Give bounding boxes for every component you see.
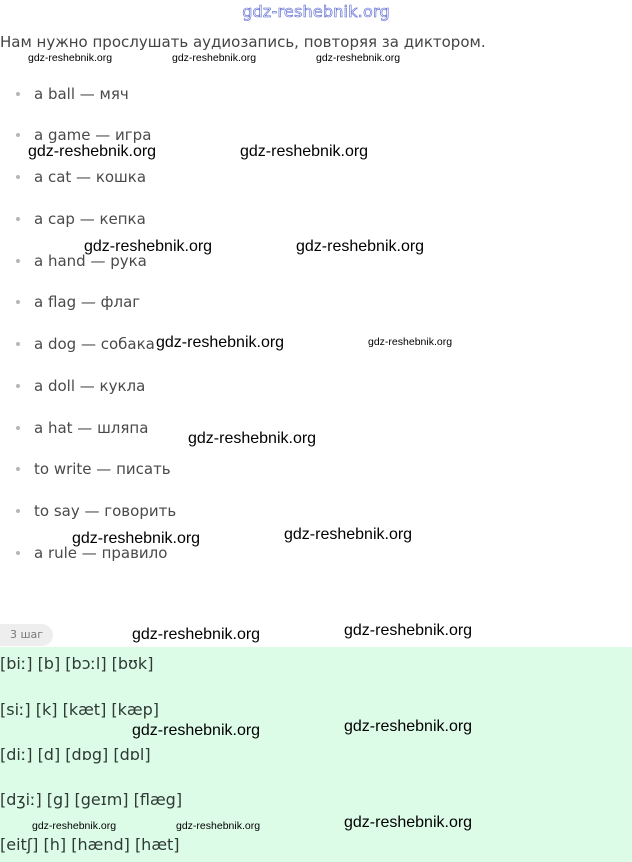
list-item: [16, 374, 145, 398]
watermark: gdz-reshebnik.org: [84, 238, 213, 255]
transcription-line: [eitʃ] [h] [hænd] [hæt]: [0, 835, 180, 854]
watermark: gdz-reshebnik.org: [368, 336, 453, 348]
bullet-icon: [16, 92, 20, 96]
word-entry: a dog — собака: [34, 335, 155, 353]
watermark: gdz-reshebnik.org: [240, 143, 369, 160]
list-item: [16, 165, 146, 189]
bullet-icon: [16, 551, 20, 555]
bullet-icon: [16, 384, 20, 388]
bullet-icon: [16, 175, 20, 179]
step-badge: 3 шаг: [0, 624, 53, 646]
bullet-icon: [16, 300, 20, 304]
word-entry: a hand — рука: [34, 252, 147, 270]
word-entry: a rule — правило: [34, 544, 168, 562]
bullet-icon: [16, 509, 20, 513]
task-instruction: Нам нужно прослушать аудиозапись, повторяя за диктором.: [0, 33, 486, 51]
watermark: gdz-reshebnik.org: [344, 622, 473, 639]
watermark: gdz-reshebnik.org: [316, 52, 401, 64]
watermark: gdz-reshebnik.org: [344, 814, 473, 831]
watermark: gdz-reshebnik.org: [72, 530, 201, 547]
transcription-line: [biː] [b] [bɔːl] [bʊk]: [0, 654, 154, 673]
watermark: gdz-reshebnik.org: [296, 238, 425, 255]
transcription-line: [diː] [d] [dɒg] [dɒl]: [0, 745, 151, 764]
word-entry: a game — игра: [34, 126, 152, 144]
list-item: [16, 499, 176, 523]
list-item: [16, 207, 146, 231]
word-entry: a cap — кепка: [34, 210, 146, 228]
watermark: gdz-reshebnik.org: [172, 52, 257, 64]
bullet-icon: [16, 217, 20, 221]
watermark: gdz-reshebnik.org: [132, 626, 261, 643]
watermark: gdz-reshebnik.org: [188, 430, 317, 447]
header-watermark: gdz-reshebnik.org: [242, 2, 390, 21]
word-entry: a doll — кукла: [34, 377, 146, 395]
list-item: [16, 457, 171, 481]
bullet-icon: [16, 467, 20, 471]
word-entry: a ball — мяч: [34, 85, 129, 103]
bullet-icon: [16, 259, 20, 263]
bullet-icon: [16, 133, 20, 137]
watermark: gdz-reshebnik.org: [156, 334, 285, 351]
list-item: [16, 82, 129, 106]
word-entry: to write — писать: [34, 460, 171, 478]
watermark: gdz-reshebnik.org: [28, 52, 113, 64]
list-item: [16, 416, 148, 440]
watermark: gdz-reshebnik.org: [284, 526, 413, 543]
watermark: gdz-reshebnik.org: [132, 722, 261, 739]
transcription-line: [dʒiː] [g] [geɪm] [flæg]: [0, 790, 183, 809]
word-entry: a cat — кошка: [34, 168, 147, 186]
bullet-icon: [16, 426, 20, 430]
list-item: [16, 290, 140, 314]
watermark: gdz-reshebnik.org: [28, 143, 157, 160]
bullet-icon: [16, 342, 20, 346]
transcription-line: [siː] [k] [kæt] [kæp]: [0, 700, 160, 719]
word-entry: to say — говорить: [34, 502, 177, 520]
watermark: gdz-reshebnik.org: [344, 718, 473, 735]
list-item: [16, 332, 155, 356]
watermark: gdz-reshebnik.org: [176, 820, 261, 832]
watermark: gdz-reshebnik.org: [32, 820, 117, 832]
word-entry: a hat — шляпа: [34, 419, 149, 437]
word-entry: a flag — флаг: [34, 293, 141, 311]
